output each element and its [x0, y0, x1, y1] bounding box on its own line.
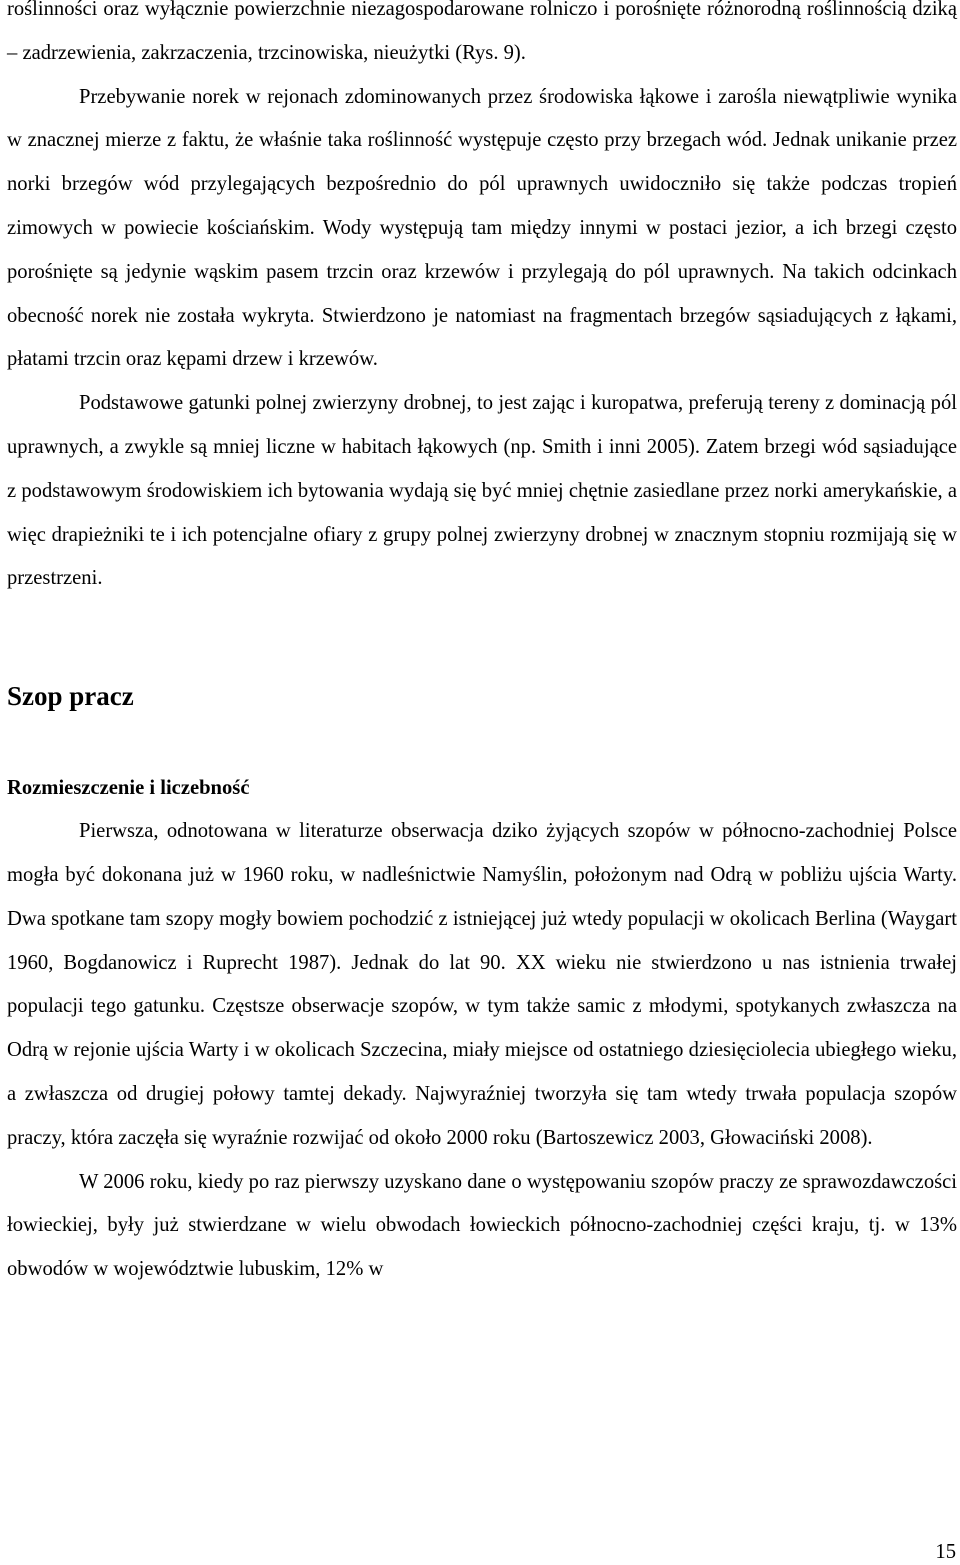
paragraph-mink-habitats: Przebywanie norek w rejonach zdominowanych przez środowiska łąkowe i zarośla niewątpliwie wynika w znacznej mierze z faktu, że właśnie taka roślinność występuje często przy brzegach wód. Jednak unikanie przez norki brzegów wód przylegających bezpośrednio do pól uprawnych uwidoczniło się także podczas tropień zimowych w powiecie kościańskim. Wody występują tam między innymi w postaci jezior, a ich brzegi często porośnięte są jedynie wąskim pasem trzcin oraz krzewów i przylegają do pól uprawnych. Na takich odcinkach obecność norek nie została wykryta. Stwierdzono je natomiast na fragmentach brzegów sąsiadujących z łąkami, płatami trzcin oraz kępami drzew i krzewów.	[7, 85, 957, 371]
document-body	[7, 0, 957, 1292]
paragraph-continuation: roślinności oraz wyłącznie powierzchnie niezagospodarowane rolniczo i porośnięte różnorodną roślinnością dziką – zadrzewienia, zakrzaczenia, trzcinowiska, nieużytki (Rys. 9).	[7, 0, 957, 64]
page-number: 15	[935, 1541, 956, 1563]
paragraph-small-game: Podstawowe gatunki polnej zwierzyny drobnej, to jest zając i kuropatwa, preferują tereny z dominacją pól uprawnych, a zwykle są mniej liczne w habitach łąkowych (np. Smith i inni 2005). Zatem brzegi wód sąsiadujące z podstawowym środowiskiem ich bytowania wydają się być mniej chętnie zasiedlane przez norki amerykańskie, a więc drapieżniki te i ich potencjalne ofiary z grupy polnej zwierzyny drobnej w znacznym stopniu rozmijają się w przestrzeni.	[7, 392, 957, 590]
paragraph-raccoon-history: Pierwsza, odnotowana w literaturze obserwacja dziko żyjących szopów w północno-zachodniej Polsce mogła być dokonana już w 1960 roku, w nadleśnictwie Namyślin, położonym nad Odrą w pobliżu ujścia Warty. Dwa spotkane tam szopy mogły bowiem pochodzić z istniejącej już wtedy populacji w okolicach Berlina (Waygart 1960, Bogdanowicz i Ruprecht 1987). Jednak do lat 90. XX wieku nie stwierdzono u nas istnienia trwałej populacji tego gatunku. Częstsze obserwacje szopów, w tym także samic z młodymi, spotykanych zwłaszcza na Odrą w rejonie ujścia Warty i w okolicach Szczecina, miały miejsce od ostatniego dziesięciolecia ubiegłego wieku, a zwłaszcza od drugiej połowy tamtej dekady. Najwyraźniej tworzyła się tam wtedy trwała populacja szopów praczy, która zaczęła się wyraźnie rozwijać od około 2000 roku (Bartoszewicz 2003, Głowaciński 2008).	[7, 820, 957, 1149]
section-heading: Szop pracz	[7, 681, 134, 712]
section-spacer	[7, 601, 957, 674]
paragraph-raccoon-2006: W 2006 roku, kiedy po raz pierwszy uzyskano dane o występowaniu szopów praczy ze sprawozdawczości łowieckiej, były już stwierdzane w wielu obwodach łowieckich północno-zachodniej części kraju, tj. w 13% obwodów w województwie lubuskim, 12% w	[7, 1170, 957, 1281]
sub-heading: Rozmieszczenie i liczebność	[7, 777, 250, 800]
